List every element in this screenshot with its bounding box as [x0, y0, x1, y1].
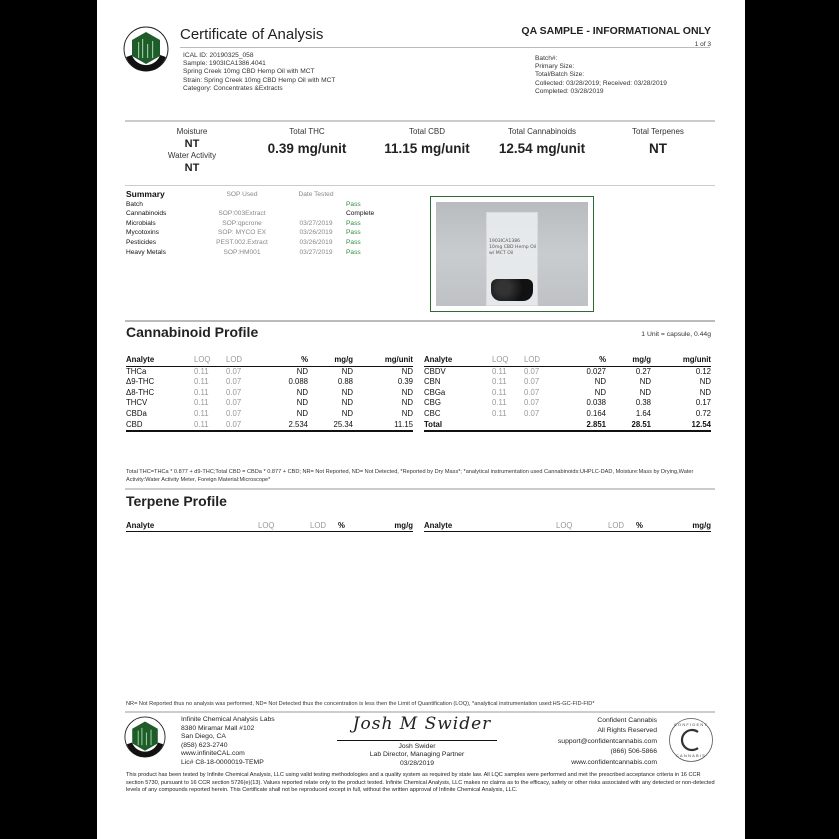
col-loq: LOQ: [194, 355, 226, 366]
sample-id: Sample: 1903ICA1386.4041: [183, 60, 266, 68]
sop: PEST.002.Extract: [216, 238, 268, 246]
summary-table: [126, 190, 416, 257]
moisture-value: NT: [184, 138, 200, 150]
date: [286, 200, 346, 210]
sop: SOP:HM001: [223, 248, 261, 256]
summary-row: [126, 228, 416, 238]
col-lod: LOD: [310, 521, 338, 532]
batch-meta: [535, 55, 667, 96]
bag-label: 1903ICA1386 10mg CBD Hemp Oil w/ MCT Oil: [489, 239, 537, 256]
col-lod: LOD: [608, 521, 636, 532]
completed-date: Completed: 03/28/2019: [535, 87, 604, 95]
date: 03/26/2019: [299, 229, 333, 237]
result-status: Pass: [346, 200, 361, 208]
date: 03/27/2019: [299, 248, 333, 256]
cc-email: support@confidentcannabis.com: [557, 737, 657, 745]
col-loq: LOQ: [556, 521, 608, 532]
lab-city: San Diego, CA: [181, 733, 226, 741]
total-cannabinoids-block: [487, 127, 597, 156]
col-lod: LOD: [226, 355, 260, 366]
footer-divider: [125, 711, 715, 713]
category: Category: Concentrates &Extracts: [183, 84, 283, 92]
total-row: Total 2.851 28.51 12.54: [424, 420, 711, 432]
date: [286, 209, 346, 219]
lab-phone: (858) 623-2740: [181, 741, 228, 749]
water-activity-value: NT: [184, 162, 200, 174]
signer-info: [337, 743, 497, 768]
terpene-table-left: [126, 521, 413, 532]
test-name: Microbials: [126, 219, 156, 227]
summary-row: [126, 200, 416, 210]
col-mg-g: mg/g: [606, 355, 651, 366]
total-terpenes-label: Total Terpenes: [632, 127, 684, 136]
table-row: CBN 0.11 0.07 ND ND ND: [424, 377, 711, 387]
sop: [198, 200, 286, 210]
signature-line: [337, 740, 497, 741]
table-row: CBDV 0.11 0.07 0.027 0.27 0.12: [424, 366, 711, 376]
cannabinoid-profile-title: Cannabinoid Profile: [126, 324, 259, 340]
summary-row: [126, 219, 416, 229]
strain: Strain: Spring Creek 10mg CBD Hemp Oil with MCT: [183, 76, 336, 84]
cannabinoid-table-left: [126, 355, 413, 432]
table-row: Δ8-THC 0.11 0.07 ND ND ND: [126, 387, 413, 397]
col-analyte: Analyte: [126, 521, 258, 532]
signer-title: Lab Director, Managing Partner: [369, 751, 465, 759]
test-name: Cannabinoids: [126, 210, 167, 218]
col-mg-g: mg/g: [308, 355, 353, 366]
total-thc-value: 0.39 mg/unit: [267, 141, 347, 156]
terpene-divider: [125, 488, 715, 490]
ical-id: ICAL ID: 20190325_058: [183, 52, 254, 59]
total-cbd-block: [372, 127, 482, 156]
svg-text:CONFIDENT: CONFIDENT: [673, 722, 709, 727]
summary-title: Summary: [126, 189, 165, 199]
qa-banner: QA SAMPLE - INFORMATIONAL ONLY: [521, 25, 711, 37]
col-percent: %: [636, 521, 666, 532]
col-mg-g: mg/g: [666, 521, 711, 532]
lab-license: Lic# C8-18-0000019-TEMP: [181, 758, 264, 766]
certificate-page: [97, 0, 745, 839]
lab-website: www.infiniteCAL.com: [181, 750, 245, 758]
table-row: CBGa 0.11 0.07 ND ND ND: [424, 387, 711, 397]
moisture-block: [152, 127, 232, 174]
sop: SOP:003Extract: [218, 210, 266, 218]
sample-bag: [486, 212, 538, 306]
page-number: 1 of 3: [694, 41, 711, 48]
table-row: CBDa 0.11 0.07 ND ND ND: [126, 408, 413, 418]
cc-name: Confident Cannabis: [597, 717, 657, 724]
result-status: Pass: [346, 248, 361, 256]
confident-cannabis-contact: [507, 716, 657, 768]
total-terpenes-block: [612, 127, 704, 156]
result-status: Pass: [346, 229, 361, 237]
total-thc-label: Total THC: [289, 127, 325, 136]
sample-photo: [430, 196, 594, 312]
cannabinoid-divider: [125, 320, 715, 322]
col-mg-unit: mg/unit: [353, 355, 413, 366]
batch-number: Batch#:: [535, 55, 558, 62]
col-lod: LOD: [524, 355, 558, 366]
header-divider: [180, 47, 710, 48]
total-cbd-label: Total CBD: [408, 127, 445, 136]
product-name: Spring Creek 10mg CBD Hemp Oil with MCT: [183, 68, 315, 76]
infinite-chemical-logo-icon: [123, 26, 169, 72]
sample-meta: [183, 52, 335, 93]
cannabinoid-footnote: Total THC=THCa * 0.877 + d9-THC;Total CBD = CBDa * 0.877 + CBD; NR= Not Reported, ND= Not Detected, *Reported by Dry Mass*; *analytical instrumentation used Cannabinoids:UHPLC-DAD, Moisture:Mass by Drying,Water Activity:Water Activity Meter, Foreign Material:Microscope*: [126, 469, 694, 483]
sample-photo-image: [436, 202, 588, 306]
terpene-table-right: [424, 521, 711, 532]
cc-website: www.confidentcannabis.com: [571, 758, 657, 766]
date: 03/27/2019: [299, 219, 333, 227]
terpene-footnote: NR= Not Reported thus no analysis was performed, ND= Not Detected thus the concentration is less then the Limit of Quantification (LOQ), *analytical instrumentation used:HS-GC-FID-FID*: [126, 701, 595, 707]
table-row: CBC 0.11 0.07 0.164 1.64 0.72: [424, 408, 711, 418]
sop: SOP:qpcrone: [222, 219, 262, 227]
col-loq: LOQ: [492, 355, 524, 366]
document-title: Certificate of Analysis: [180, 26, 324, 43]
terpene-profile-title: Terpene Profile: [126, 493, 227, 509]
summary-row: [126, 248, 416, 258]
col-analyte: Analyte: [424, 521, 556, 532]
total-cannabinoids-label: Total Cannabinoids: [507, 127, 577, 136]
col-analyte: Analyte: [126, 355, 194, 366]
lab-name: Infinite Chemical Analysis Labs: [181, 716, 275, 723]
lab-contact: [181, 716, 275, 768]
col-percent: %: [260, 355, 308, 366]
summary-section: [126, 190, 416, 257]
result-status: Pass: [346, 219, 361, 227]
unit-note: 1 Unit = capsule, 0.44g: [641, 331, 711, 338]
confident-cannabis-logo-icon: [668, 717, 714, 763]
svg-text:CANNABIS: CANNABIS: [675, 753, 707, 758]
col-mg-unit: mg/unit: [651, 355, 711, 366]
test-name: Mycotoxins: [126, 229, 159, 237]
col-percent: %: [558, 355, 606, 366]
test-name: Batch: [126, 200, 143, 208]
total-thc-block: [257, 127, 357, 156]
batch-size: Total/Batch Size:: [535, 71, 585, 79]
table-row: THCa 0.11 0.07 ND ND ND: [126, 366, 413, 376]
signer-name: Josh Swider: [398, 743, 436, 750]
primary-size: Primary Size:: [535, 63, 575, 71]
table-row: CBD 0.11 0.07 2.534 25.34 11.15: [126, 420, 413, 432]
summary-row: [126, 209, 416, 219]
col-loq: LOQ: [258, 521, 310, 532]
cannabinoid-table-right: [424, 355, 711, 432]
col-analyte: Analyte: [424, 355, 492, 366]
capsules: [491, 279, 533, 301]
infinite-chemical-footer-logo-icon: [124, 716, 166, 758]
table-row: THCV 0.11 0.07 ND ND ND: [126, 398, 413, 408]
sop: SOP: MYCO EX: [218, 229, 266, 237]
table-row: CBG 0.11 0.07 0.038 0.38 0.17: [424, 398, 711, 408]
cc-phone: (866) 506-5866: [610, 748, 657, 756]
cc-rights: All Rights Reserved: [597, 727, 657, 735]
water-activity-label: Water Activity: [167, 151, 217, 160]
legal-disclaimer: This product has been tested by Infinite Chemical Analysis, LLC using valid testing methodologies and a quality system as required by state law. All LQC samples were performed and met the prescribed acceptance criteria in 16 CCR section 5730, pursuant to 16 CCR section 5726(e)(13). Values reported relate only to the product tested. Infinite Chemical Analysis, LLC makes no claims as to the efficacy, safety or other risks associated with any detected or non-detected levels of any compounds reported herein. This Certificate shall not be reproduced except in full, without the written approval of Infinite Chemical Analysis, LLC.: [126, 772, 715, 794]
test-name: Pesticides: [126, 238, 157, 246]
test-name: Heavy Metals: [126, 248, 166, 256]
date: 03/26/2019: [299, 238, 333, 246]
sop-header: SOP Used: [226, 191, 258, 198]
summary-divider: [125, 185, 715, 186]
signature: Josh M Swider: [352, 714, 492, 734]
col-percent: %: [338, 521, 368, 532]
result-status: Pass: [346, 238, 361, 246]
signed-date: 03/28/2019: [399, 759, 435, 767]
moisture-label: Moisture: [176, 127, 208, 136]
summary-row: [126, 238, 416, 248]
total-terpenes-value: NT: [649, 141, 667, 156]
table-row: Δ9-THC 0.11 0.07 0.088 0.88 0.39: [126, 377, 413, 387]
total-cannabinoids-value: 12.54 mg/unit: [498, 141, 586, 156]
col-mg-g: mg/g: [368, 521, 413, 532]
collected-received: Collected: 03/28/2019; Received: 03/28/2019: [535, 79, 667, 87]
result-status: Complete: [346, 210, 375, 218]
total-cbd-value: 11.15 mg/unit: [384, 141, 470, 156]
lab-address: 8380 Miramar Mall #102: [181, 724, 255, 732]
date-header: Date Tested: [298, 191, 334, 198]
totals-divider: [125, 120, 715, 122]
